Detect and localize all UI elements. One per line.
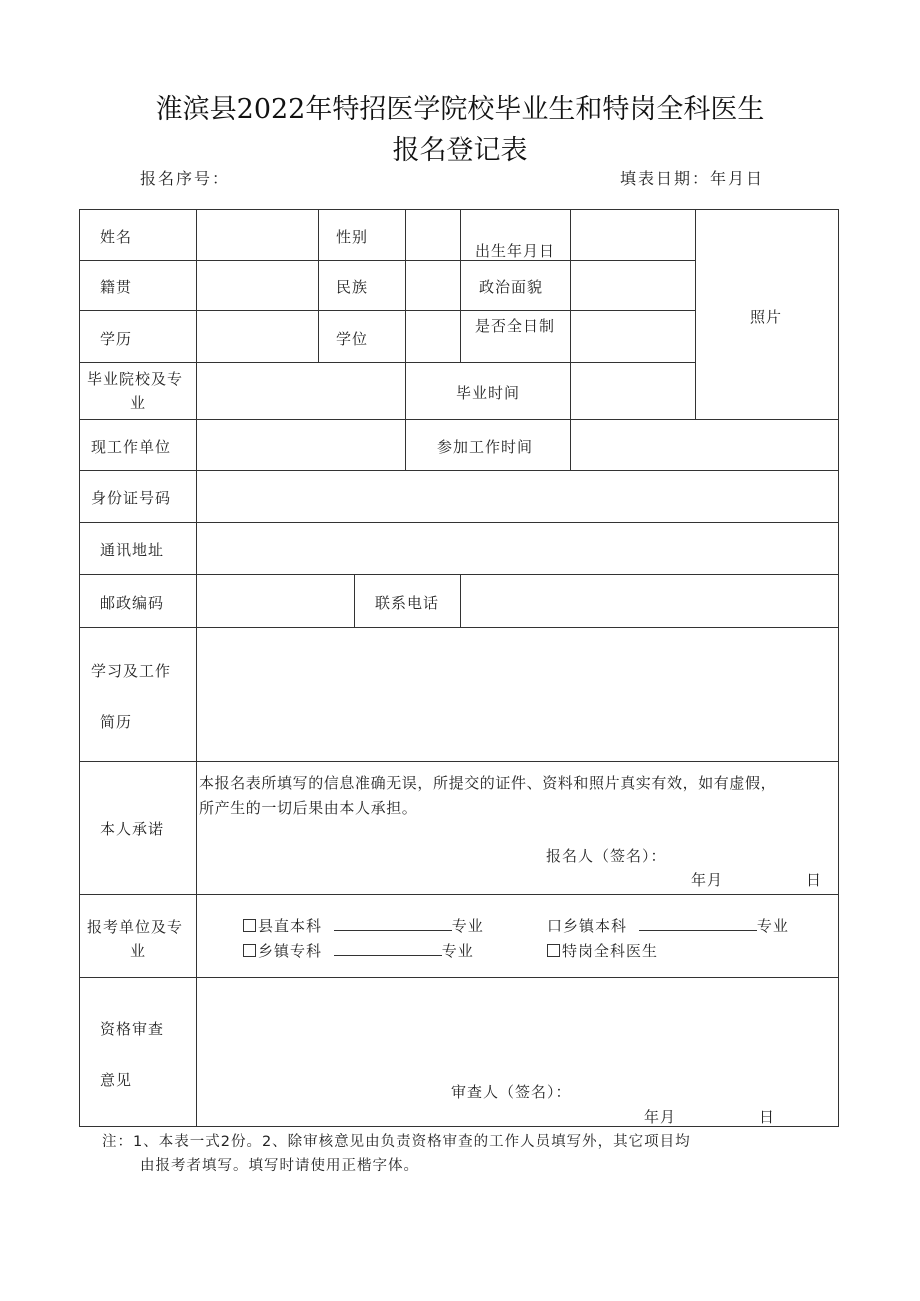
serial-number-label: 报名序号： <box>140 169 231 188</box>
school-major-label-2: 业 <box>130 394 147 412</box>
birth-date-label: 出生年月日 <box>475 242 556 260</box>
form-title: 淮滨县2022年特招医学院校毕业生和特岗全科医生 <box>155 94 765 125</box>
form-subtitle: 报名登记表 <box>392 135 528 166</box>
resume-label: 学习及工作 <box>91 662 172 680</box>
review-year-month: 年月 <box>644 1108 677 1126</box>
footnote: 注：1、本表一式2份。2、除审核意见由负责资格审查的工作人员填写外，其它项目均 <box>102 1134 691 1150</box>
major-blank[interactable] <box>334 941 442 956</box>
phone-label: 联系电话 <box>375 594 440 612</box>
pledge-text: 本报名表所填写的信息准确无误，所提交的证件、资料和照片真实有效，如有虚假， <box>199 774 777 792</box>
option-town-bachelor[interactable]: 口乡镇本科 专业 <box>547 917 789 935</box>
major-blank[interactable] <box>639 916 757 931</box>
pledge-day: 日 <box>806 871 823 889</box>
pledge-text-2: 所产生的一切后果由本人承担。 <box>199 799 418 817</box>
apply-unit-label-2: 业 <box>130 942 147 960</box>
employer-label: 现工作单位 <box>91 438 172 456</box>
id-number-label: 身份证号码 <box>91 489 172 507</box>
checkbox-icon[interactable] <box>243 944 256 957</box>
school-major-label: 毕业院校及专 <box>87 370 184 388</box>
checkbox-icon[interactable] <box>547 944 560 957</box>
fill-date-label: 填表日期：年月日 <box>620 169 765 188</box>
option-town-college[interactable]: 乡镇专科 专业 <box>243 940 474 961</box>
option-county-bachelor[interactable]: 县直本科 专业 <box>243 915 484 936</box>
review-label-2: 意见 <box>100 1071 133 1089</box>
fulltime-label: 是否全日制 <box>475 317 556 335</box>
review-day: 日 <box>759 1108 776 1126</box>
gender-label: 性别 <box>336 228 369 246</box>
name-label: 姓名 <box>100 228 133 246</box>
footnote-2: 由报考者填写。填写时请使用正楷字体。 <box>140 1158 419 1174</box>
reviewer-signature-label: 审查人（签名）： <box>451 1083 572 1101</box>
education-label: 学历 <box>100 330 133 348</box>
pledge-label: 本人承诺 <box>100 820 165 838</box>
address-label: 通讯地址 <box>100 541 165 559</box>
checkbox-icon[interactable]: 口 <box>547 917 564 935</box>
native-place-label: 籍贯 <box>100 278 133 296</box>
applicant-signature-label: 报名人（签名）： <box>546 847 667 865</box>
work-start-label: 参加工作时间 <box>437 438 534 456</box>
review-label: 资格审查 <box>100 1020 165 1038</box>
degree-label: 学位 <box>336 330 369 348</box>
postcode-label: 邮政编码 <box>100 594 165 612</box>
photo-label: 照片 <box>750 308 783 326</box>
apply-unit-label: 报考单位及专 <box>87 918 184 936</box>
pledge-year-month: 年月 <box>691 871 724 889</box>
major-blank[interactable] <box>334 916 452 931</box>
political-status-label: 政治面貌 <box>479 278 544 296</box>
ethnicity-label: 民族 <box>336 278 369 296</box>
resume-label-2: 简历 <box>100 713 133 731</box>
checkbox-icon[interactable] <box>243 919 256 932</box>
graduation-time-label: 毕业时间 <box>456 384 521 402</box>
option-special-gp[interactable]: 特岗全科医生 <box>547 940 658 961</box>
